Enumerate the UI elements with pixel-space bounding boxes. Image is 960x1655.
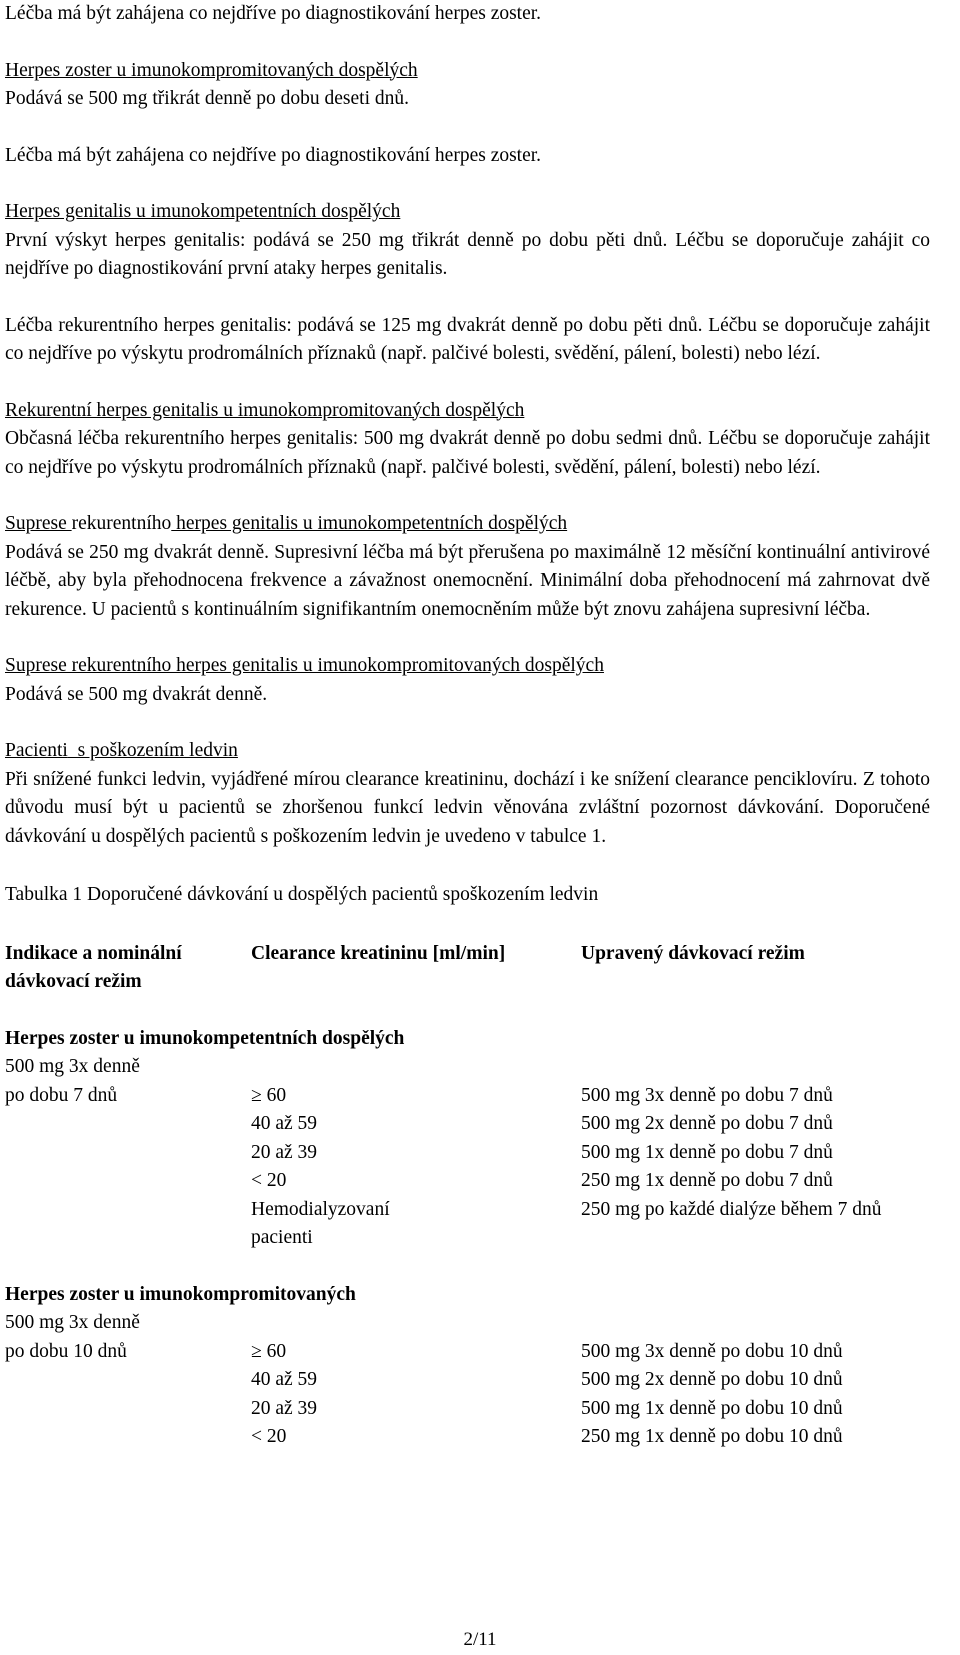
table-header-cell: Indikace a nominální dávkovací režim [5,942,182,992]
table-row [5,1167,930,1196]
paragraph: Léčba má být zahájena co nejdříve po diagnostikování herpes zoster. [5,144,542,166]
paragraph: Léčba má být zahájena co nejdříve po diagnostikování herpes zoster. [5,3,542,24]
table-cell [5,1110,251,1139]
document-page [5,0,930,1452]
table-row [5,1139,930,1168]
table-cell [5,1366,251,1395]
section-heading: Rekurentní herpes genitalis u imunokompromitovaných dospělých [5,399,525,421]
table-row [5,1366,930,1395]
table-group-title: Herpes zoster u imunokompetentních dospělých [5,1027,405,1049]
table-caption: Tabulka 1 Doporučené dávkování u dospělých pacientů spoškozením ledvin [5,884,599,905]
table-cell: < 20 [251,1170,287,1191]
page-number: 2/11 [463,1629,497,1650]
table-row [5,1395,930,1424]
table-cell [5,1395,251,1424]
section-heading: Herpes zoster u imunokompromitovaných dospělých [5,59,418,81]
section-heading: Suprese rekurentního herpes genitalis u imunokompromitovaných dospělých [5,655,604,676]
section-heading: Suprese rekurentního herpes genitalis u imunokompetentních dospělých [5,513,568,534]
table-cell: ≥ 60 [251,1084,287,1106]
paragraph: Občasná léčba rekurentního herpes genitalis: 500 mg dvakrát denně po dobu sedmi dnů. Léčbu se doporučuje zahájit co nejdříve po výskytu prodromálních příznaků (např. palčivé bolesti, svědění, pálení, bolesti) nebo lézí. [5,428,930,478]
table-row [5,1110,930,1139]
table-cell: 500 mg 3x denně po dobu 10 dnů [581,1340,843,1362]
paragraph: První výskyt herpes genitalis: podává se 250 mg třikrát denně po dobu pěti dnů. Léčbu se doporučuje zahájit co nejdříve po diagnostikování první ataky herpes genitalis. [5,229,930,279]
table-cell: 250 mg 1x denně po dobu 10 dnů [581,1426,843,1447]
table-row [5,1082,930,1111]
table-group-title: Herpes zoster u imunokompromitovaných [5,1283,356,1305]
table-header-row [5,940,930,997]
table-cell: 250 mg 1x denně po dobu 7 dnů [581,1170,833,1191]
table-cell: 500 mg 3x denně po dobu 7 dnů [581,1084,833,1106]
table-cell: 500 mg 3x denně [5,1056,140,1077]
table-cell: 20 až 39 [251,1141,318,1163]
paragraph: Podává se 250 mg dvakrát denně. Supresivní léčba má být přerušena po maximálně 12 měsíční kontinuální antivirové léčbě, aby byla přehodnocena frekvence a závažnost onemocnění. Minimální doba přehodnocení má zahrnovat dvě rekurence. U pacientů s kontinuálním signifikantním onemocněním může být znovu zahájena supresivní léčba. [5,541,930,620]
table-cell: po dobu 7 dnů [5,1084,118,1106]
section-heading: Pacienti s poškozením ledvin [5,740,238,761]
table-cell: 20 až 39 [251,1397,318,1419]
table-cell: 40 až 59 [251,1113,318,1134]
table-header-cell: Clearance kreatininu [ml/min] [251,942,506,964]
table-row [5,1423,930,1452]
table-cell: 250 mg po každé dialýze během 7 dnů [581,1198,882,1220]
table-cell [5,1139,251,1168]
table-cell: 500 mg 2x denně po dobu 7 dnů [581,1113,833,1134]
table-cell: < 20 [251,1426,287,1447]
section-heading: Herpes genitalis u imunokompetentních dospělých [5,201,401,222]
table-cell: ≥ 60 [251,1340,287,1362]
table-cell: 500 mg 1x denně po dobu 10 dnů [581,1397,843,1419]
paragraph: Podává se 500 mg třikrát denně po dobu deseti dnů. [5,88,410,109]
table-cell: 500 mg 1x denně po dobu 7 dnů [581,1141,833,1163]
table-cell: 40 až 59 [251,1369,318,1390]
table-cell [5,1196,251,1253]
table-cell [5,1423,251,1452]
table-cell: 500 mg 3x denně [5,1312,140,1333]
table-cell: po dobu 10 dnů [5,1340,127,1362]
table-cell [5,1167,251,1196]
table-cell: Hemodialyzovaní pacienti [251,1198,390,1248]
table-header-cell: Upravený dávkovací režim [581,942,805,964]
paragraph: Podává se 500 mg dvakrát denně. [5,683,268,705]
paragraph: Léčba rekurentního herpes genitalis: podává se 125 mg dvakrát denně po dobu pěti dnů. Léčbu se doporučuje zahájit co nejdříve po výskytu prodromálních příznaků (např. palčivé bolesti, svědění, pálení, bolesti) nebo lézí. [5,314,930,364]
table-row [5,1196,930,1253]
table-row [5,1338,930,1367]
table-cell: 500 mg 2x denně po dobu 10 dnů [581,1369,843,1390]
paragraph: Při snížené funkci ledvin, vyjádřené mírou clearance kreatininu, dochází i ke snížení clearance penciklovíru. Z tohoto důvodu musí být u pacientů se zhoršenou funkcí ledvin věnována zvláštní pozornost dávkování. Doporučené dávkování u dospělých pacientů s poškozením ledvin je uvedeno v tabulce 1. [5,768,930,847]
